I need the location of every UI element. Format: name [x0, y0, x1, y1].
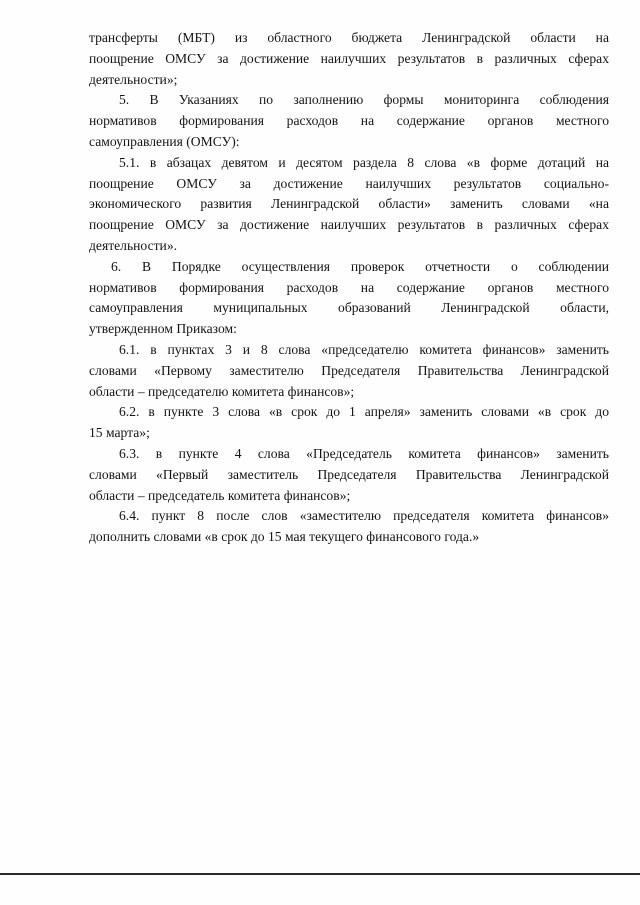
text-line: словами «Первый заместитель Председателя Правительства Ленинградской — [89, 466, 609, 482]
text-line: 15 марта»; — [89, 425, 150, 441]
paragraph-6-2 — [89, 402, 609, 444]
paragraph-6-3 — [89, 444, 609, 506]
text-line: 5.1. в абзацах девятом и десятом раздела 8 слова «в форме дотаций на — [119, 154, 609, 170]
text-line: поощрение ОМСУ за достижение наилучших результатов в различных сферах — [89, 217, 609, 233]
text-line: самоуправления (ОМСУ): — [89, 133, 240, 149]
text-line: трансферты (МБТ) из областного бюджета Ленинградской области на — [89, 30, 609, 45]
text-line: дополнить словами «в срок до 15 мая текущего финансового года.» — [89, 529, 480, 545]
paragraph-4-continuation — [89, 28, 609, 90]
paragraph-5-1 — [89, 153, 609, 257]
text-line: 6.1. в пунктах 3 и 8 слова «председателю комитета финансов» заменить — [119, 341, 609, 357]
text-line: 6.3. в пункте 4 слова «Председатель комитета финансов» заменить — [119, 445, 609, 461]
paragraph-5 — [89, 90, 609, 152]
text-line: самоуправления муниципальных образований Ленинградской области, — [89, 300, 609, 316]
text-line: деятельности». — [89, 237, 178, 253]
scan-edge-line — [0, 873, 640, 875]
text-line: деятельности»; — [89, 71, 178, 87]
paragraph-6 — [89, 257, 609, 340]
text-line: 6.2. в пункте 3 слова «в срок до 1 апреля» заменить словами «в срок до — [119, 404, 609, 420]
text-line: экономического развития Ленинградской области» заменить словами «на — [89, 196, 609, 212]
paragraph-6-1 — [89, 340, 609, 402]
text-line: нормативов формирования расходов на содержание органов местного — [89, 279, 609, 295]
text-line: 6.4. пункт 8 после слов «заместителю председателя комитета финансов» — [119, 508, 609, 524]
text-line: 6. В Порядке осуществления проверок отчетности о соблюдении — [111, 258, 609, 274]
text-line: области – председатель комитета финансов»; — [89, 487, 351, 503]
text-line: 5. В Указаниях по заполнению формы мониторинга соблюдения — [119, 92, 609, 108]
text-line: утвержденном Приказом: — [89, 321, 237, 337]
text-line: поощрение ОМСУ за достижение наилучших результатов в различных сферах — [89, 50, 609, 66]
text-line: поощрение ОМСУ за достижение наилучших результатов социально- — [89, 175, 609, 191]
text-line: нормативов формирования расходов на содержание органов местного — [89, 113, 609, 129]
text-line: словами «Первому заместителю Председателя Правительства Ленинградской — [89, 362, 609, 378]
paragraph-6-4 — [89, 506, 609, 548]
text-line: области – председателю комитета финансов»; — [89, 383, 355, 399]
document-body — [89, 28, 609, 548]
